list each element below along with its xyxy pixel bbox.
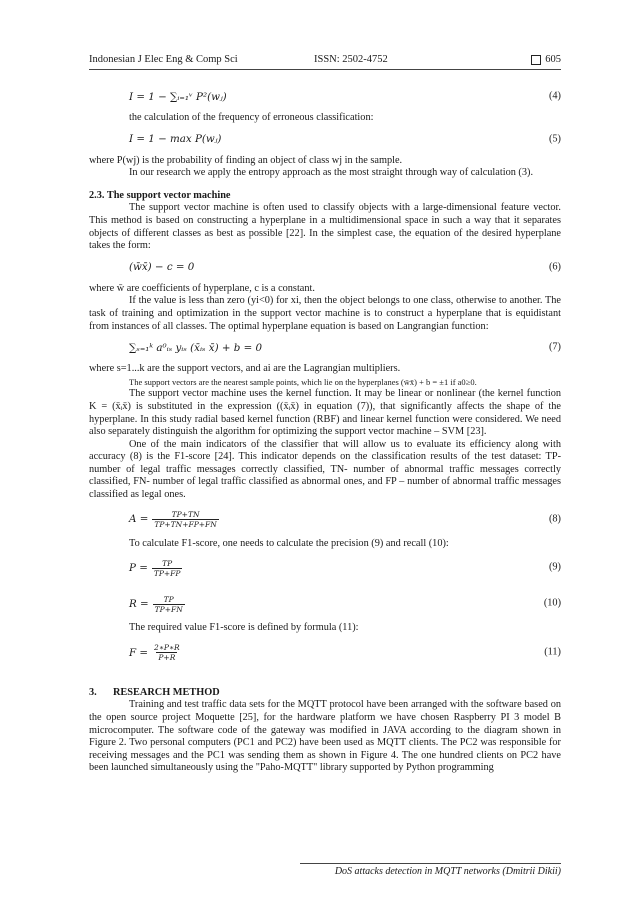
header-rule [89,69,561,70]
paragraph: The support vector machine is often used to classify objects with a large-dimensional feature vector. This method is based on constructing a hyperplane in a multidimensional space in such a way that it separates objects of different classes as best as possible [22]. In the simplest case, the equation of the desired hyperplane takes the form: [89,202,561,252]
equation-10-number: (10) [543,597,561,609]
equation-9 [89,550,561,586]
fraction-numerator: 2∗P∗R [154,643,180,653]
equation-4-number: (4) [548,90,561,102]
fraction-denominator: TP+FN [154,604,183,614]
equation-8 [89,502,561,538]
equation-6 [89,253,561,283]
equation-6-number: (6) [548,261,561,273]
paragraph: In our research we apply the entropy approach as the most straight through way of calculation (3). [129,167,534,179]
equation-11-number: (11) [544,646,561,658]
journal-name: Indonesian J Elec Eng & Comp Sci [89,54,238,65]
equation-8-number: (8) [548,513,561,525]
issn: ISSN: 2502-4752 [314,54,388,65]
paragraph: where P(wj) is the probability of finding an object of class wj in the sample. [89,154,403,166]
paragraph: The support vectors are the nearest sample points, which lie on the hyperplanes (w̄x̄) + b = ±1 if a0≥0. [129,376,477,387]
equation-5 [89,125,561,155]
equation-7-number: (7) [548,341,561,353]
equation-11 [89,635,561,671]
fraction-numerator: TP [163,594,174,604]
paragraph: One of the main indicators of the classifier that will allow us to evaluate its efficiency along with accuracy (8) is the F1-score [24]. This indicator depends on the classification results of the test dataset: TP- number of legal traffic messages correctly classified, TN- number of abnormal traffic messages correctly classified, FN- number of legal traffic classified as abnormal ones, and FP – number of abnormal traffic messages classified as legal ones. [89,438,561,501]
equation-9-lhs: P = [129,561,148,574]
paragraph: If the value is less than zero (yi<0) for xi, then the object belongs to one class, otherwise to another. The task of training and optimization in the support vector machine is to construct a hyperplane that is equidistant from instances of all classes. The optimal hyperplane equation is based on Langrangian function: [89,295,561,332]
equation-8-lhs: A = [129,513,149,526]
equation-9-fraction [152,559,183,578]
paragraph: To calculate F1-score, one needs to calculate the precision (9) and recall (10): [129,537,449,549]
running-footer: DoS attacks detection in MQTT networks (Dmitrii Dikii) [334,866,561,877]
section-heading [89,687,561,700]
equation-5-expr: I = 1 − max P(wⱼ) [129,133,222,146]
equation-10 [89,586,561,622]
square-bullet-icon [531,55,541,65]
equation-7 [89,333,561,363]
equation-5-number: (5) [548,133,561,145]
equation-11-lhs: F = [129,646,149,659]
equation-4-expr: I = 1 − ∑ᵢ₌₁ᵛ P²(wⱼ) [129,90,227,103]
paragraph: where s=1...k are the support vectors, and ai are the Lagrangian multipliers. [89,363,401,375]
section-title: RESEARCH METHOD [113,686,220,698]
page-body [89,82,561,775]
fraction-denominator: TP+FP [153,568,181,578]
section-heading: 2.3. The support vector machine [89,189,231,201]
equation-6-expr: (w̄x̄) − c = 0 [129,261,195,274]
equation-11-fraction [152,643,182,662]
paragraph: Training and test traffic data sets for the MQTT protocol have been arranged with the software based on the open source project Moquette [25], for the hardware platform we have chosen Raspberry PI 3 model B microcomputer. The software code of the gateway was modified in JAVA according to the diagram shown in Figure 2. Two personal computers (PC1 and PC2) have been used as MQTT clients. The PC2 was responsible for receiving messages and the PC1 was sending them as shown in Figure 4. The one hundred clients on PC2 have been launched simultaneously using the "Paho-MQTT" library supported by Python programming [89,699,561,774]
page-number: 605 [545,54,561,65]
equation-8-fraction [152,510,218,529]
fraction-numerator: TP [162,558,173,568]
paragraph: The support vector machine uses the kernel function. It may be linear or nonlinear (the kernel function K = (x̄ᵢx̄) is substituted in the expression ((x̄ᵢx̄) in equation (7)), that significantly affects the shape of the hyperplane. In this study radial based kernel function (RBF) and linear kernel function were considered. We need also separately distinguish the algorithm for optimizing the support vector machine – SVM [23]. [89,388,561,438]
fraction-numerator: TP+TN [171,510,200,520]
equation-10-lhs: R = [129,597,149,610]
fraction-denominator: P+R [158,653,176,663]
page-header [89,54,561,70]
equation-4 [89,82,561,112]
equation-9-number: (9) [548,561,561,573]
equation-7-expr: ∑ₛ₌₁ᵏ a⁰ᵢₛ yᵢₛ (x̄ᵢₛ x̄) + b = 0 [129,341,263,354]
paragraph: The required value F1-score is defined by formula (11): [129,622,359,634]
equation-10-fraction [153,595,185,614]
section-number: 3. [89,686,97,698]
fraction-denominator: TP+TN+FP+FN [154,520,217,530]
paragraph: where w̄ are coefficients of hyperplane, c is a constant. [89,282,315,294]
footer-rule [300,863,561,864]
equation-4-caption: the calculation of the frequency of erroneous classification: [129,112,374,123]
